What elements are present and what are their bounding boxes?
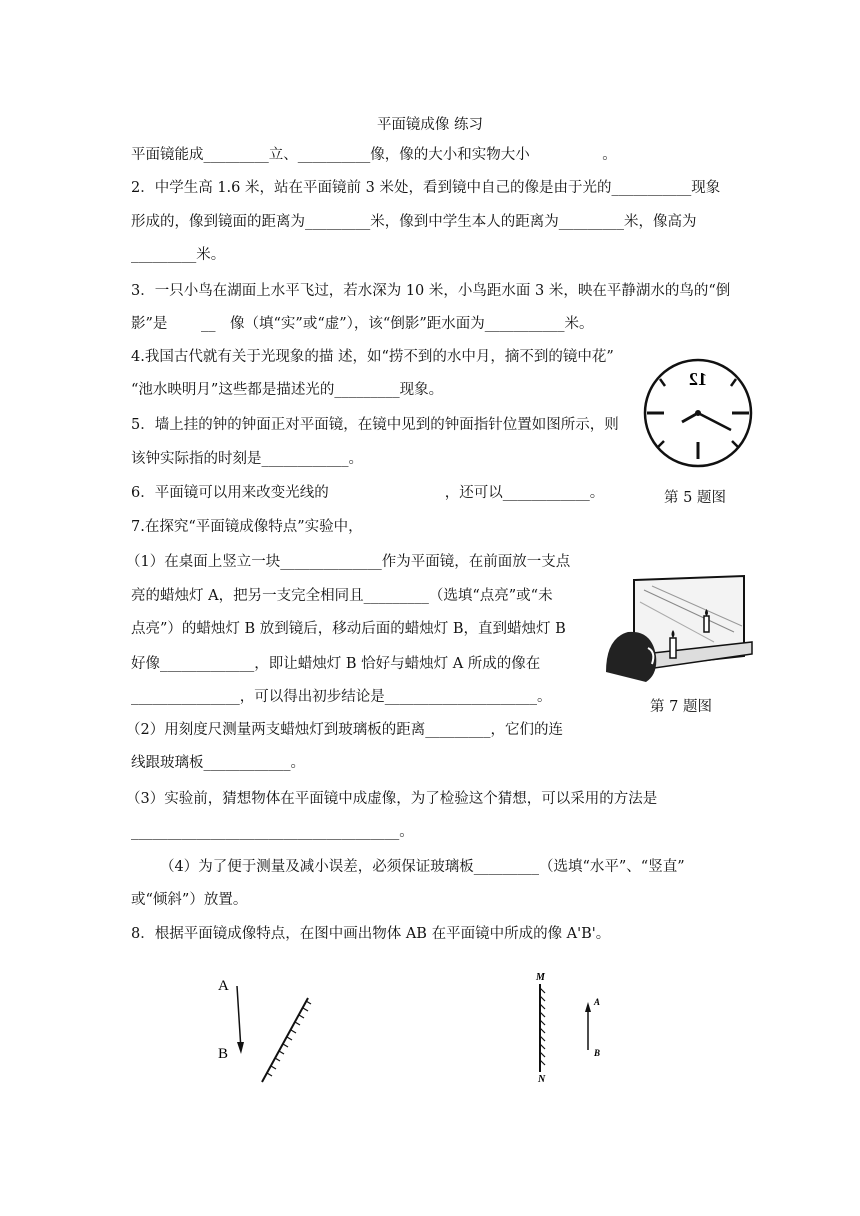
question-7-part-2-line-2: 线跟玻璃板____________。 [131,755,305,771]
question-7-intro: 7.在探究“平面镜成像特点”实验中， [131,519,363,535]
figure-8b-label-a: A [594,997,601,1007]
question-5-line-2: 该钟实际指的时刻是____________。 [131,451,363,467]
question-7-part-1-line-1: （1）在桌面上竖立一块______________作为平面镜，在前面放一支点 [126,554,571,570]
clock-figure [640,352,758,474]
figure-7-caption: 第 7 题图 [650,699,712,715]
candle-b [704,616,709,632]
clock-center [695,410,701,416]
question-5-line-1: 5．墙上挂的钟的钟面正对平面镜，在镜中见到的钟面指针位置如图所示，则 [131,417,619,433]
page-title: 平面镜成像 练习 [376,117,484,133]
clock-tick-10 [660,379,665,386]
question-7-part-1-line-2: 亮的蜡烛灯 A，把另一支完全相同且_________（选填“点亮”或“未 [131,588,553,604]
clock-minute-hand [698,413,731,430]
figure-5-caption: 第 5 题图 [664,490,726,506]
question-8: 8．根据平面镜成像特点，在图中画出物体 AB 在平面镜中所成的像 A'B'。 [131,926,611,942]
question-4-line-1: 4.我国古代就有关于光现象的描 述，如“捞不到的水中月，摘不到的镜中花” [131,349,614,365]
figure-8b [530,968,620,1088]
candle-a [670,638,676,658]
question-1: 平面镜能成_________立、__________像，像的大小和实物大小 。 [131,147,617,163]
clock-numeral-12: 12 [689,369,707,389]
question-7-part-1-line-5: _______________，可以得出初步结论是_____________________。 [131,689,552,705]
clock-tick-4 [732,441,738,447]
slanted-mirror [262,998,308,1082]
question-7-part-1-line-3: 点亮”）的蜡烛灯 B 放到镜后，移动后面的蜡烛灯 B，直到蜡烛灯 B [131,621,566,637]
mirror-hatching [267,1001,311,1076]
question-4-line-2: “池水映明月”这些都是描述光的_________现象。 [131,382,444,398]
question-2-line-3: _________米。 [131,247,226,263]
observer-head [606,632,656,682]
figure-8b-label-n: N [538,1074,546,1085]
candle-mirror-figure [604,572,754,684]
figure-8a-label-a: A [218,978,229,994]
question-3-line-2: 影”是 __ 像（填“实”或“虚”），该“倒影”距水面为___________米。 [131,316,594,332]
object-arrow-ab [237,986,241,1050]
object-arrowhead [237,1042,244,1054]
object-arrowhead [585,1002,591,1012]
question-2-line-1: 2．中学生高 1.6 米，站在平面镜前 3 米处，看到镜中自己的像是由于光的___________现象 [131,180,721,196]
question-7-part-4-line-1: （4）为了便于测量及减小误差，必须保证玻璃板_________（选填“水平”、“竖直” [160,859,685,875]
question-7-part-3-line-1: （3）实验前，猜想物体在平面镜中成虚像，为了检验这个猜想，可以采用的方法是 [126,791,658,807]
question-7-part-2-line-1: （2）用刻度尺测量两支蜡烛灯到玻璃板的距离_________，它们的连 [126,722,563,738]
clock-tick-8 [658,441,664,447]
figure-8b-label-m: M [536,972,545,983]
figure-8a-label-b: B [218,1046,229,1062]
question-7-part-3-line-2: _____________________________________。 [131,824,414,840]
question-7-part-1-line-4: 好像_____________，即让蜡烛灯 B 恰好与蜡烛灯 A 所成的像在 [131,656,541,672]
figure-8a [210,972,330,1086]
question-7-part-4-line-2: 或“倾斜”）放置。 [131,892,248,908]
clock-tick-2 [731,379,736,386]
question-3-line-1: 3．一只小鸟在湖面上水平飞过，若水深为 10 米，小鸟距水面 3 米，映在平静湖水的鸟的“倒 [131,283,731,299]
question-6: 6．平面镜可以用来改变光线的 ，还可以____________。 [131,485,605,501]
figure-8b-label-b: B [594,1048,601,1058]
question-2-line-2: 形成的，像到镜面的距离为_________米，像到中学生本人的距离为_________米，像高为 [131,214,697,230]
